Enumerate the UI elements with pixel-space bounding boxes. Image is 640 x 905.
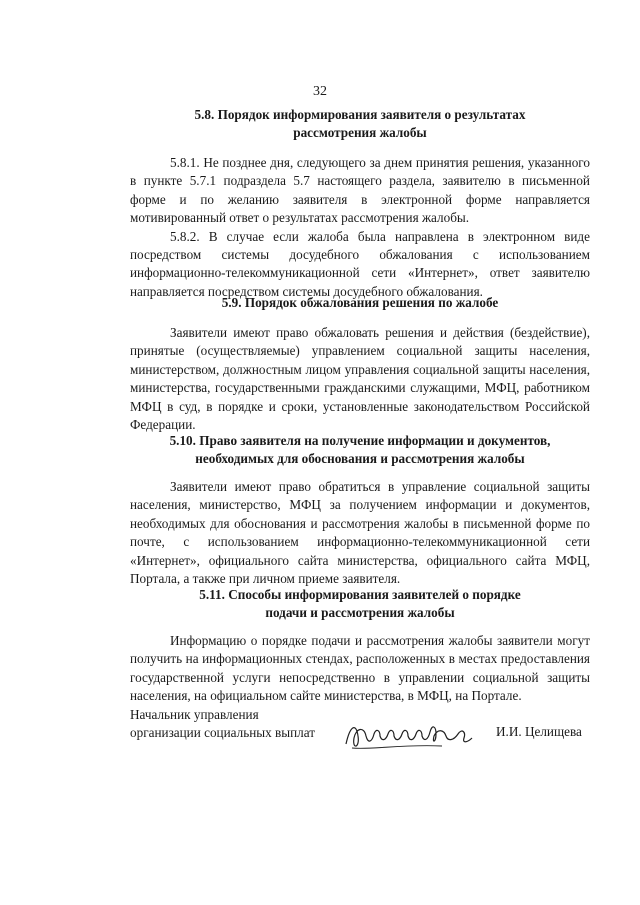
section-heading: 5.10. Право заявителя на получение информации и документов, необходимых для обоснования и рассмотрения жалобы	[169, 433, 551, 467]
section-5-8	[130, 106, 590, 143]
section-heading: 5.9. Порядок обжалования решения по жалобе	[221, 295, 499, 310]
signatory-name: И.И. Целищева	[496, 724, 582, 739]
section-5-11	[130, 586, 590, 623]
paragraph: Заявители имеют право обжаловать решения и действия (бездействие), принятые (осуществляемые) управлением социальной защиты населения, министерством, должностным лицом управления социальной защиты населения, министерства, государственными гражданскими служащими, МФЦ, работником МФЦ в суд, в порядке и сроки, установленные законодательством Российской Федерации.	[130, 325, 590, 433]
paragraph: 5.8.2. В случае если жалоба была направлена в электронном виде посредством системы досудебного обжалования с использованием информационно-телекоммуникационной сети «Интернет», ответ заявителю направляется посредством системы досудебного обжалования.	[130, 228, 590, 299]
section-heading: 5.8. Порядок информирования заявителя о результатах рассмотрения жалобы	[194, 107, 526, 141]
paragraph: 5.8.1. Не позднее дня, следующего за днем принятия решения, указанного в пункте 5.7.1 подраздела 5.7 настоящего раздела, заявителю в письменной форме и по желанию заявителя в электронной форме направляется мотивированный ответ о результатах рассмотрения жалобы.	[130, 155, 590, 226]
paragraph: Заявители имеют право обратиться в управление социальной защиты населения, министерство, МФЦ за получением информации и документов, необходимых для обоснования и рассмотрения жалобы в письменной форме по почте, с использованием информационно-телекоммуникационной сети «Интернет», официального сайта министерства, официального сайта МФЦ, Портала, а также при личном приеме заявителя.	[130, 479, 590, 587]
handwritten-signature	[342, 714, 476, 754]
section-5-10-body	[130, 478, 590, 588]
signatory-position: Начальник управления организации социальных выплат	[130, 707, 316, 741]
page-number: 32	[313, 84, 327, 99]
section-5-11-body	[130, 632, 590, 706]
section-5-8-body	[130, 154, 590, 301]
section-5-10	[130, 432, 590, 469]
section-5-9-body	[130, 324, 590, 434]
section-5-9	[130, 294, 590, 312]
paragraph: Информацию о порядке подачи и рассмотрения жалобы заявители могут получить на информационных стендах, расположенных в местах предоставления государственной услуги непосредственно в управлении социальной защиты населения, на официальном сайте министерства, в МФЦ, на Портале.	[130, 633, 590, 704]
section-heading: 5.11. Способы информирования заявителей о порядке подачи и рассмотрения жалобы	[199, 587, 521, 621]
